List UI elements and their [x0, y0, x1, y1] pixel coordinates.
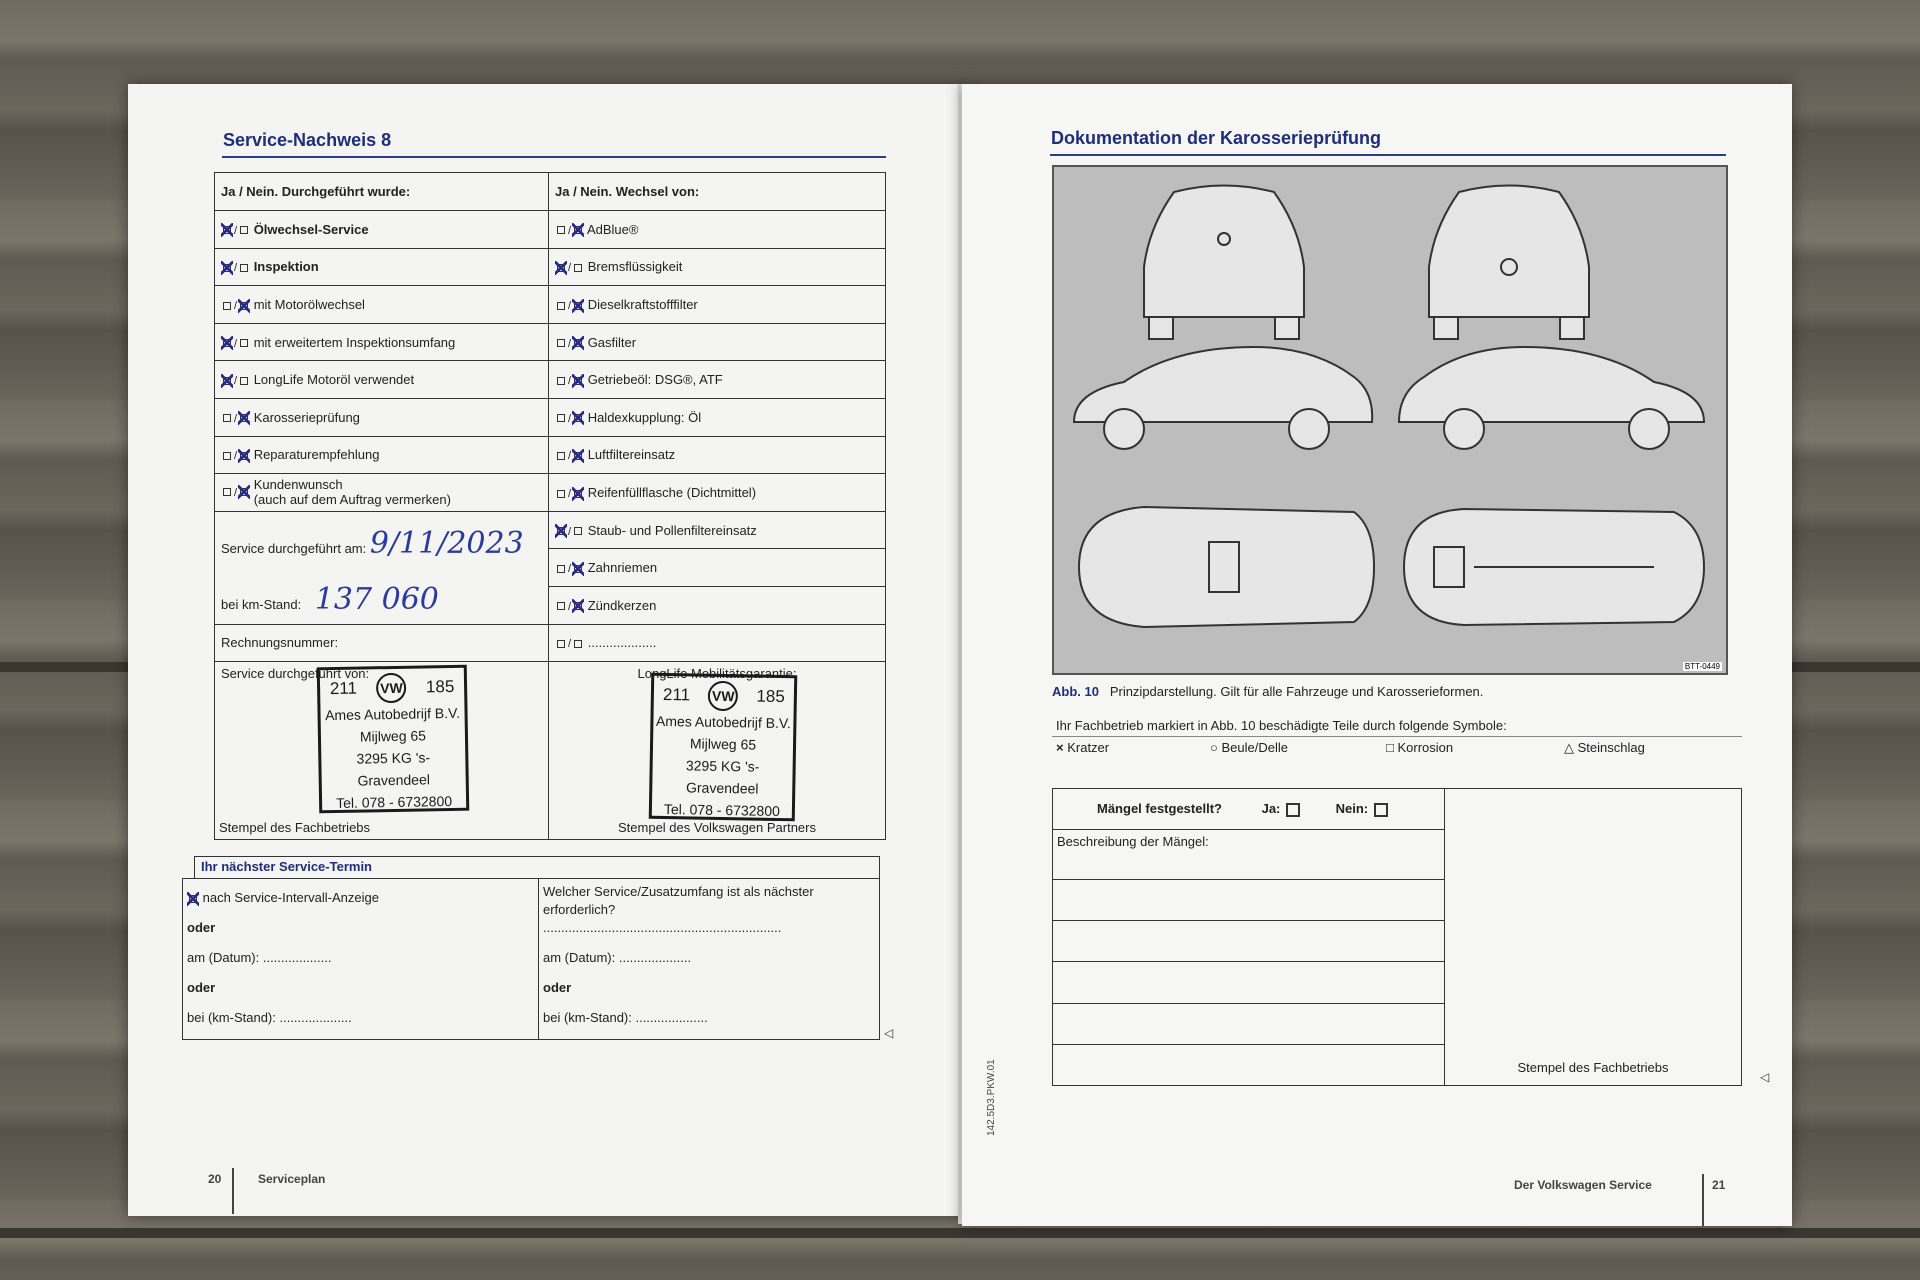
- dealer-stamp-left: [317, 665, 470, 814]
- continue-triangle-icon: ◁: [1760, 1070, 1770, 1084]
- next-interval-label: nach Service-Intervall-Anzeige: [202, 890, 379, 905]
- change-row[interactable]: / AdBlue®: [549, 211, 886, 249]
- page-number-left: 20: [208, 1172, 222, 1186]
- figure-code: BTT-0449: [1684, 662, 1720, 671]
- next-left-cell: [183, 879, 539, 1040]
- checkbox-yes[interactable]: [557, 339, 565, 347]
- stamp-line: 3295 KG 's-Gravendeel: [685, 757, 760, 797]
- next-right-cell: [539, 879, 880, 1040]
- row-label: Gasfilter: [587, 334, 637, 350]
- checkbox[interactable]: [189, 895, 197, 903]
- row-label: Dieselkraftstofffilter: [587, 296, 698, 312]
- row-label: Zahnriemen: [587, 560, 658, 576]
- service-record-title: Service-Nachweis 8: [223, 130, 392, 150]
- row-label: Luftfiltereinsatz: [587, 447, 676, 463]
- checkbox-yes[interactable]: [557, 377, 565, 385]
- service-date-label: Service durchgeführt am:: [221, 540, 367, 556]
- invoice-cell: [215, 624, 549, 662]
- stamp-line: Mijlweg 65: [689, 735, 757, 753]
- date-km-cell: [215, 511, 549, 624]
- checkbox-yes[interactable]: [557, 226, 565, 234]
- symbols-intro: Ihr Fachbetrieb markiert in Abb. 10 beschädigte Teile durch folgende Symbole:: [1056, 718, 1507, 733]
- service-row[interactable]: / mit Motorölwechsel: [215, 286, 549, 324]
- stamp-number-right: 185: [756, 686, 785, 707]
- km-value[interactable]: 137 060: [314, 581, 439, 617]
- checkbox-no[interactable]: [574, 377, 582, 385]
- service-row[interactable]: / Ölwechsel-Service: [215, 211, 549, 249]
- oder-label: oder: [187, 980, 216, 995]
- caption-label: Abb. 10: [1052, 684, 1099, 699]
- car-diagram[interactable]: [1052, 165, 1728, 675]
- checkbox-yes[interactable]: [557, 302, 565, 310]
- checkbox-yes[interactable]: [557, 527, 565, 535]
- checkbox-no[interactable]: [574, 640, 582, 648]
- oder-label: oder: [543, 980, 572, 995]
- checkbox-no[interactable]: [574, 565, 582, 573]
- vw-logo-icon: VW: [376, 673, 407, 704]
- checkbox-yes[interactable]: [557, 264, 565, 272]
- stamp-number-left: 211: [662, 684, 691, 705]
- defects-label: Mängel festgestellt?: [1097, 801, 1222, 817]
- row-label: Haldexkupplung: Öl: [587, 409, 702, 425]
- row-sublabel: (auch auf dem Auftrag vermerken): [253, 492, 451, 508]
- stamp-label-left: Stempel des Fachbetriebs: [219, 820, 371, 836]
- invoice-label: Rechnungsnummer:: [221, 635, 339, 651]
- triangle-icon: △: [1564, 740, 1574, 755]
- dealer-stamp-right: [649, 673, 798, 822]
- checkbox-no[interactable]: [240, 302, 248, 310]
- next-service-table: [182, 878, 880, 1040]
- change-row[interactable]: / Reifenfüllflasche (Dichtmittel): [549, 474, 886, 512]
- row-label: Staub- und Pollenfiltereinsatz: [587, 522, 757, 538]
- stamp-number-right: 185: [425, 676, 455, 697]
- row-label: Inspektion: [253, 259, 319, 275]
- checkbox-yes[interactable]: [557, 602, 565, 610]
- description-line[interactable]: [1053, 921, 1445, 962]
- next-km-field[interactable]: bei (km-Stand): ....................: [543, 1010, 708, 1025]
- stamp-line: Ames Autobedrijf B.V.: [655, 712, 792, 732]
- symbol-label: Kratzer: [1067, 740, 1110, 755]
- oder-label: oder: [187, 920, 216, 935]
- change-row[interactable]: / Staub- und Pollenfiltereinsatz: [549, 511, 886, 549]
- description-line[interactable]: [1053, 1003, 1445, 1044]
- checkbox-yes[interactable]: [557, 414, 565, 422]
- service-row[interactable]: / mit erweitertem Inspektionsumfang: [215, 323, 549, 361]
- checkbox-yes[interactable]: [557, 640, 565, 648]
- row-label: mit erweitertem Inspektionsumfang: [253, 334, 456, 350]
- page-section-right: Der Volkswagen Service: [1514, 1178, 1652, 1192]
- stamp-number-left: 211: [329, 678, 358, 699]
- stamp-line: Mijlweg 65: [359, 727, 427, 745]
- row-label: ...................: [587, 635, 657, 651]
- defects-question-cell: [1053, 789, 1445, 830]
- circle-icon: ○: [1210, 740, 1218, 755]
- description-line[interactable]: [1053, 962, 1445, 1003]
- figure-caption: [1052, 684, 1483, 699]
- symbol-scratch: [1056, 740, 1109, 755]
- checkbox-yes[interactable]: [557, 565, 565, 573]
- row-label: Zündkerzen: [587, 597, 657, 613]
- next-service-title: Ihr nächster Service-Termin: [194, 856, 880, 878]
- stamp-line: 3295 KG 's-Gravendeel: [356, 749, 431, 789]
- service-row[interactable]: / LongLife Motoröl verwendet: [215, 361, 549, 399]
- checkbox-no[interactable]: [574, 339, 582, 347]
- change-row[interactable]: / Zündkerzen: [549, 586, 886, 624]
- defects-table: [1052, 788, 1742, 1086]
- performed-by-label: Service durchgeführt von:: [221, 666, 370, 682]
- row-label: Ölwechsel-Service: [253, 221, 369, 237]
- checkbox-yes[interactable]: [223, 264, 231, 272]
- wood-plank-gap: [0, 1228, 1920, 1238]
- description-line[interactable]: [1053, 830, 1445, 880]
- service-row[interactable]: / Inspektion: [215, 248, 549, 286]
- symbols-rule: [1052, 736, 1742, 737]
- description-line[interactable]: [1053, 1044, 1445, 1085]
- description-label: Beschreibung der Mängel:: [1057, 834, 1209, 850]
- row-label: mit Motorölwechsel: [253, 296, 365, 312]
- change-row[interactable]: / Getriebeöl: DSG®, ATF: [549, 361, 886, 399]
- checkbox-no[interactable]: [574, 527, 582, 535]
- next-question: Welcher Service/Zusatzumfang ist als nächster erforderlich?: [543, 884, 814, 917]
- continue-triangle-icon: ◁: [884, 1026, 894, 1040]
- checkbox-no[interactable]: [574, 302, 582, 310]
- checkbox-no[interactable]: [574, 602, 582, 610]
- checkbox-no[interactable]: [574, 414, 582, 422]
- service-row[interactable]: / Kundenwunsch (auch auf dem Auftrag vermerken): [215, 474, 549, 512]
- scratch-icon: ×: [1056, 740, 1064, 755]
- checkbox-no[interactable]: [574, 490, 582, 498]
- side-code: 142.5D3.PKW.01: [986, 1059, 997, 1136]
- stamp-label-right: Stempel des Volkswagen Partners: [618, 820, 816, 836]
- km-label: bei km-Stand:: [221, 596, 302, 612]
- checkbox-no[interactable]: [240, 452, 248, 460]
- checkbox-yes[interactable]: [223, 488, 231, 496]
- checkbox-no[interactable]: [240, 339, 248, 347]
- symbol-label: Korrosion: [1397, 740, 1454, 755]
- description-line[interactable]: [1053, 879, 1445, 920]
- change-row[interactable]: / Bremsflüssigkeit: [549, 248, 886, 286]
- symbol-label: Beule/Delle: [1221, 740, 1288, 755]
- checkbox-yes[interactable]: [223, 414, 231, 422]
- checkbox-yes[interactable]: [223, 302, 231, 310]
- checkbox-no[interactable]: [574, 226, 582, 234]
- service-date-value[interactable]: 9/11/2023: [369, 525, 524, 561]
- checkbox-no[interactable]: [240, 414, 248, 422]
- no-checkbox[interactable]: [1374, 803, 1388, 817]
- page-number-right: 21: [1712, 1178, 1726, 1192]
- next-question-dots[interactable]: ..................................................................: [543, 920, 782, 935]
- checkbox-no[interactable]: [240, 377, 248, 385]
- footer-divider: [1702, 1174, 1704, 1226]
- body-check-title: Dokumentation der Karosserieprüfung: [1051, 128, 1382, 148]
- no-label: Nein:: [1335, 801, 1369, 817]
- checkbox-no[interactable]: [574, 264, 582, 272]
- service-row[interactable]: / Karosserieprüfung: [215, 398, 549, 436]
- square-icon: □: [1386, 740, 1394, 755]
- checkbox-no[interactable]: [574, 452, 582, 460]
- change-row[interactable]: / Dieselkraftstofffilter: [549, 286, 886, 324]
- change-row[interactable]: / ...................: [549, 624, 886, 662]
- symbol-stone-chip: [1564, 740, 1645, 756]
- checkbox-yes[interactable]: [557, 452, 565, 460]
- symbol-corrosion: [1386, 740, 1453, 755]
- vw-logo-icon: VW: [708, 681, 739, 712]
- checkbox-no[interactable]: [240, 488, 248, 496]
- change-row[interactable]: / Zahnriemen: [549, 549, 886, 587]
- yes-checkbox[interactable]: [1286, 803, 1300, 817]
- footer-divider: [232, 1168, 234, 1214]
- stamp-line: Ames Autobedrijf B.V.: [324, 704, 461, 724]
- stamp-label: Stempel des Fachbetriebs: [1517, 1060, 1669, 1075]
- title-rule: [1050, 154, 1726, 156]
- caption-text: Prinzipdarstellung. Gilt für alle Fahrzeuge und Karosserieformen.: [1109, 684, 1484, 699]
- symbol-label: Steinschlag: [1577, 740, 1645, 755]
- checkbox-yes[interactable]: [223, 226, 231, 234]
- mobility-label: LongLife Mobilitätsgarantie:: [637, 666, 797, 682]
- change-row[interactable]: / Gasfilter: [549, 323, 886, 361]
- change-row[interactable]: / Luftfiltereinsatz: [549, 436, 886, 474]
- col2-header: Ja / Nein. Wechsel von:: [549, 173, 886, 211]
- checkbox-no[interactable]: [240, 226, 248, 234]
- col1-header: Ja / Nein. Durchgeführt wurde:: [215, 173, 549, 211]
- checkbox-yes[interactable]: [557, 490, 565, 498]
- row-label: LongLife Motoröl verwendet: [253, 372, 415, 388]
- next-date-field[interactable]: am (Datum): ...................: [187, 950, 332, 965]
- page-section-left: Serviceplan: [258, 1172, 326, 1186]
- checkbox-yes[interactable]: [223, 339, 231, 347]
- row-label: Bremsflüssigkeit: [587, 259, 683, 275]
- next-date-field[interactable]: am (Datum): ....................: [543, 950, 692, 965]
- stamp-line: Tel. 078 - 6732800: [663, 800, 781, 820]
- title-rule: [222, 156, 886, 158]
- car-outlines-svg: [1054, 167, 1726, 673]
- row-label: Getriebeöl: DSG®, ATF: [587, 372, 723, 388]
- row-label: Kundenwunsch: [253, 477, 343, 493]
- change-row[interactable]: / Haldexkupplung: Öl: [549, 398, 886, 436]
- row-label: AdBlue®: [586, 221, 639, 237]
- row-label: Karosserieprüfung: [253, 409, 360, 425]
- yes-label: Ja:: [1261, 801, 1281, 817]
- row-label: Reifenfüllflasche (Dichtmittel): [587, 484, 757, 500]
- stamp-line: Tel. 078 - 6732800: [335, 792, 453, 812]
- service-row[interactable]: / Reparaturempfehlung: [215, 436, 549, 474]
- checkbox-no[interactable]: [240, 264, 248, 272]
- row-label: Reparaturempfehlung: [253, 447, 380, 463]
- checkbox-yes[interactable]: [223, 377, 231, 385]
- symbol-dent: [1210, 740, 1288, 755]
- checkbox-yes[interactable]: [223, 452, 231, 460]
- next-km-field[interactable]: bei (km-Stand): ....................: [187, 1010, 352, 1025]
- stamp-area: [1445, 789, 1742, 1086]
